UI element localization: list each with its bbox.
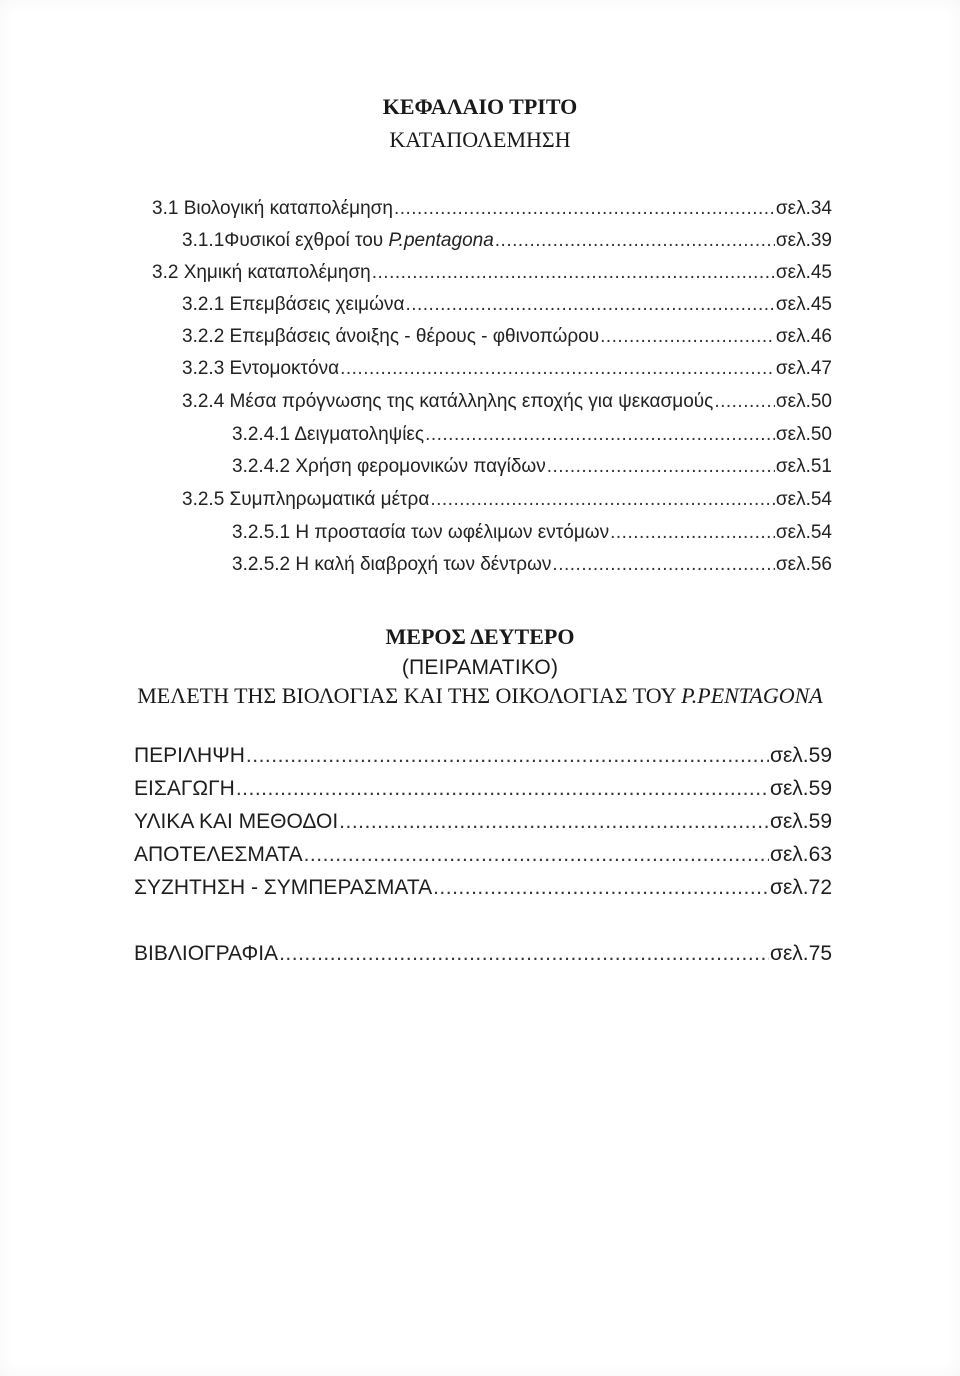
toc-entry[interactable] (182, 358, 832, 388)
toc-leader-dots (714, 391, 775, 413)
toc-entry[interactable] (232, 554, 832, 584)
chapter-title: ΚΕΦΑΛΑΙΟ ΤΡΙΤΟ (382, 94, 578, 119)
toc-entry-page: σελ.72 (769, 876, 832, 899)
toc-entry-title: ΣΥΖΗΤΗΣΗ - ΣΥΜΠΕΡΑΣΜΑΤΑ (134, 876, 433, 899)
toc-entry-title: ΥΛΙΚΑ ΚΑΙ ΜΕΘΟΔΟΙ (134, 810, 339, 833)
toc-entry-page: σελ.47 (775, 358, 832, 379)
toc-entry-page: σελ.54 (775, 489, 832, 510)
toc-entry[interactable] (232, 522, 832, 552)
toc-entry[interactable] (182, 230, 832, 260)
species-name: P.pentagona (388, 230, 494, 251)
toc-entry[interactable] (182, 326, 832, 356)
toc-leader-dots (547, 456, 775, 478)
toc-entry-page: σελ.50 (775, 391, 832, 412)
toc-entry-page: σελ.59 (769, 744, 832, 767)
toc-entry-title: 3.2.3 Εντομοκτόνα (182, 358, 340, 379)
toc-entry-title-text: 3.1.1Φυσικοί εχθροί του (182, 230, 389, 251)
toc-entry-title: 3.2.4.1 Δειγματοληψίες (232, 424, 425, 445)
chapter-subtitle: ΚΑΤΑΠΟΛΕΜΗΣΗ (389, 127, 571, 152)
part-title: ΜΕΡΟΣ ΔΕΥΤΕΡΟ (385, 624, 575, 649)
toc-leader-dots (340, 358, 775, 380)
toc-entry[interactable] (134, 843, 832, 873)
toc-entry[interactable] (182, 391, 832, 421)
toc-entry[interactable] (182, 489, 832, 519)
toc-entry-page: σελ.45 (775, 262, 832, 283)
toc-entry-title: 3.2.4.2 Χρήση φερομονικών παγίδων (232, 456, 546, 477)
toc-entry-title: ΒΙΒΛΙΟΓΡΑΦΙΑ (134, 942, 279, 965)
toc-entry-page: σελ.59 (769, 810, 832, 833)
toc-entry-page: σελ.50 (775, 424, 832, 445)
toc-leader-dots (372, 262, 775, 284)
species-name: P.PENTAGONA (681, 683, 823, 708)
toc-entry[interactable] (134, 876, 832, 906)
toc-leader-dots (430, 489, 775, 511)
toc-entry-page: σελ.56 (775, 554, 832, 575)
toc-entry[interactable] (232, 456, 832, 486)
toc-entry-title: ΠΕΡΙΛΗΨΗ (134, 744, 245, 767)
toc-entry-page: σελ.75 (769, 942, 832, 965)
toc-entry-title: 3.2.5.1 Η προστασία των ωφέλιμων εντόμων (232, 522, 610, 543)
toc-entry-title: 3.2.5 Συμπληρωματικά μέτρα (182, 489, 430, 510)
toc-leader-dots (304, 843, 769, 867)
toc-entry[interactable] (152, 198, 832, 228)
toc-entry-title: ΕΙΣΑΓΩΓΗ (134, 777, 235, 800)
toc-entry-page: σελ.34 (775, 198, 832, 219)
toc-leader-dots (600, 326, 775, 348)
toc-entry[interactable] (134, 744, 832, 774)
toc-entry[interactable] (232, 424, 832, 454)
toc-leader-dots (405, 294, 774, 316)
toc-leader-dots (236, 777, 769, 801)
toc-leader-dots (394, 198, 775, 220)
toc-entry-title: 3.2.4 Μέσα πρόγνωσης της κατάλληλης εποχής για ψεκασμούς (182, 391, 714, 412)
toc-leader-dots (610, 522, 775, 544)
part-heading-text: ΜΕΛΕΤΗ ΤΗΣ ΒΙΟΛΟΓΙΑΣ ΚΑΙ ΤΗΣ ΟΙΚΟΛΟΓΙΑΣ ΤΟΥ (137, 683, 682, 708)
toc-leader-dots (552, 554, 774, 576)
toc-entry-page: σελ.51 (775, 456, 832, 477)
toc-entry-title: 3.2.5.2 Η καλή διαβροχή των δέντρων (232, 554, 552, 575)
toc-entry-title (182, 230, 494, 252)
toc-entry[interactable] (134, 810, 832, 840)
toc-leader-dots (339, 810, 769, 834)
toc-entry-bibliography[interactable] (134, 942, 832, 972)
toc-leader-dots (246, 744, 769, 768)
toc-leader-dots (279, 942, 769, 966)
toc-entry[interactable] (182, 294, 832, 324)
toc-entry-page: σελ.63 (769, 843, 832, 866)
part-heading (0, 683, 960, 709)
toc-entry[interactable] (152, 262, 832, 292)
toc-entry-page: σελ.45 (775, 294, 832, 315)
part-subtitle: (ΠΕΙΡΑΜΑΤΙΚΟ) (401, 656, 559, 679)
toc-entry-page: σελ.39 (775, 230, 832, 251)
toc-leader-dots (495, 230, 775, 252)
toc-leader-dots (425, 424, 775, 446)
toc-entry[interactable] (134, 777, 832, 807)
toc-entry-page: σελ.46 (775, 326, 832, 347)
toc-entry-title: 3.1 Βιολογική καταπολέμηση (152, 198, 393, 219)
toc-leader-dots (433, 876, 769, 900)
toc-entry-title: 3.2.1 Επεμβάσεις χειμώνα (182, 294, 405, 315)
toc-entry-title: 3.2 Χημική καταπολέμηση (152, 262, 371, 283)
toc-entry-page: σελ.54 (775, 522, 832, 543)
toc-entry-title: ΑΠΟΤΕΛΕΣΜΑΤΑ (134, 843, 303, 866)
toc-entry-title: 3.2.2 Επεμβάσεις άνοιξης - θέρους - φθινοπώρου (182, 326, 600, 347)
toc-entry-page: σελ.59 (769, 777, 832, 800)
